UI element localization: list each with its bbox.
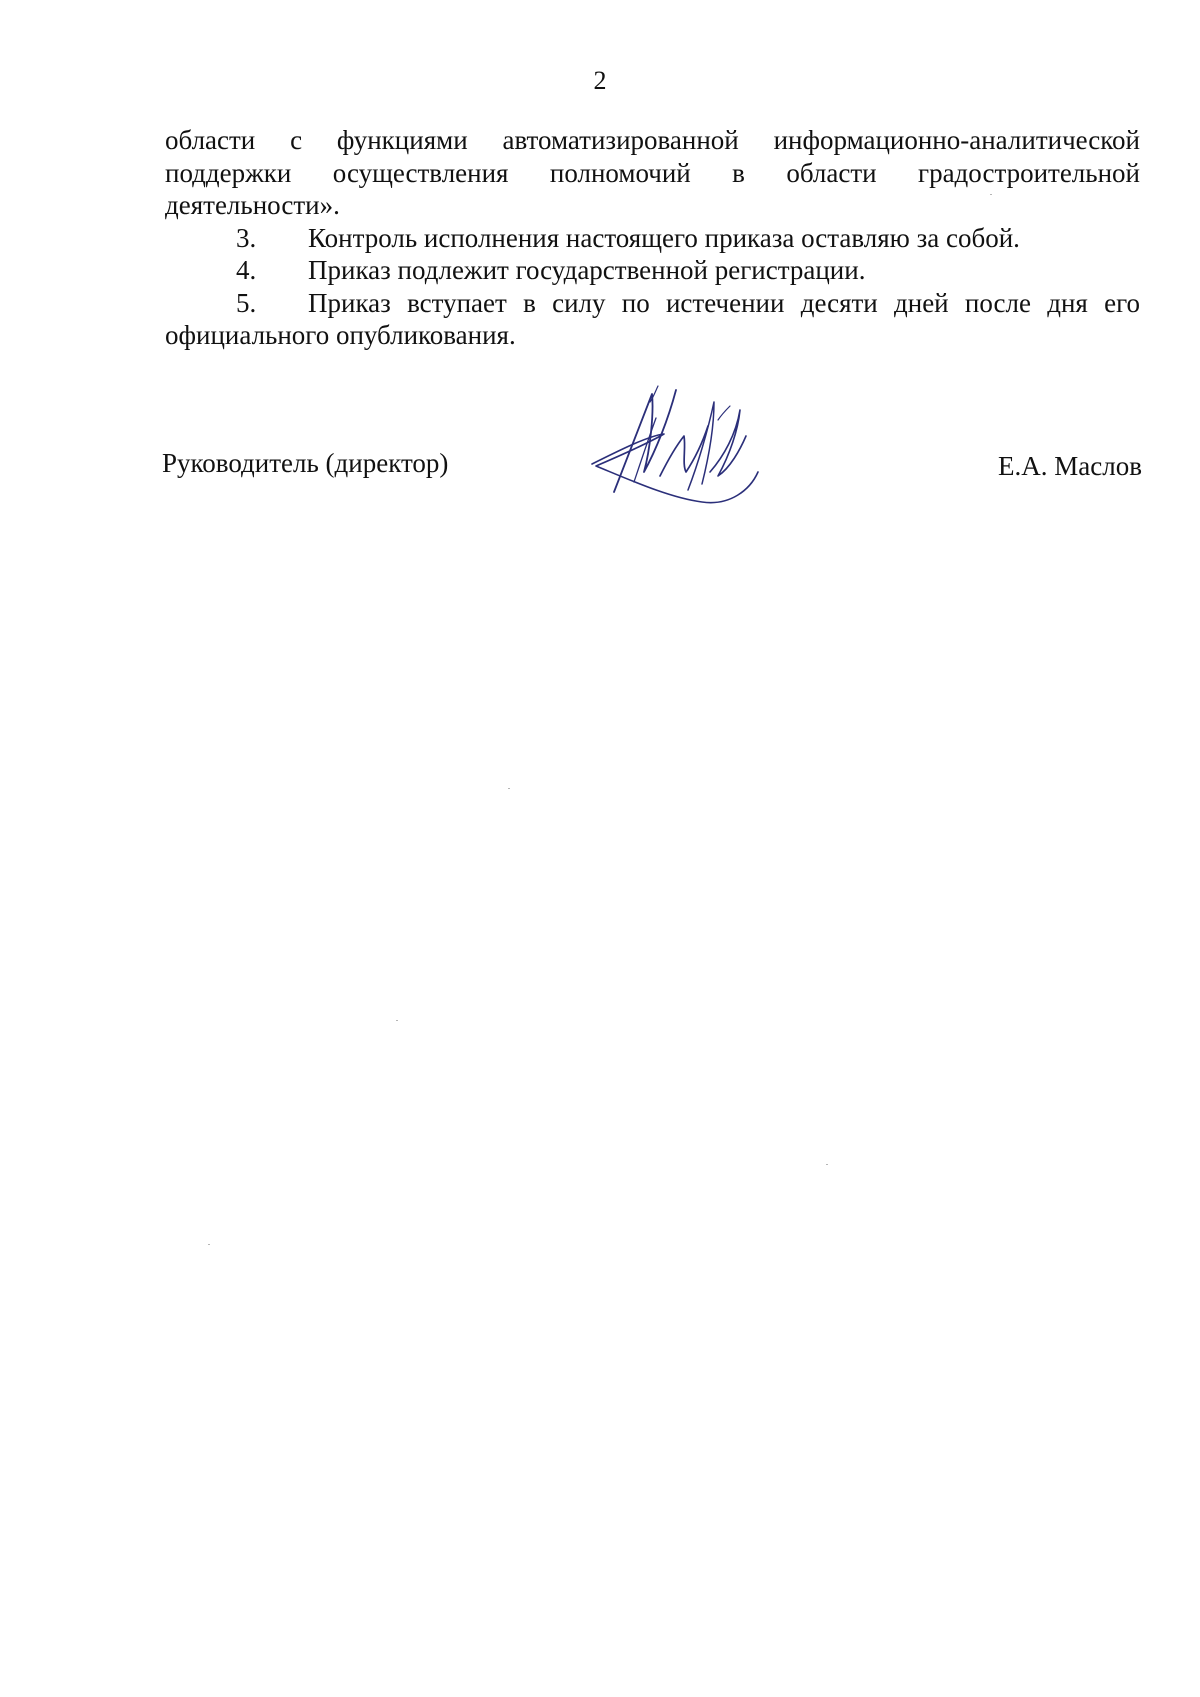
page-number: 2: [593, 66, 607, 95]
list-item-text: Контроль исполнения настоящего приказа оставляю за собой.: [308, 222, 1020, 253]
signature-strokes: [592, 386, 758, 503]
list-item: [165, 254, 1140, 287]
scan-speck: [826, 1164, 828, 1165]
handwritten-signature: [590, 380, 780, 515]
list-item-number: 3.: [236, 222, 257, 253]
scan-speck: [508, 788, 510, 789]
list-item-text: Приказ подлежит государственной регистрации.: [308, 255, 866, 285]
scan-speck: [396, 1020, 398, 1021]
list-item: [165, 287, 1140, 352]
list-item: [165, 222, 1140, 255]
scan-speck: [208, 1244, 210, 1245]
paragraph-continuation: области с функциями автоматизированной информационно-аналитической поддержки осуществления полномочий в области градостроительной деятельности».: [165, 125, 1140, 220]
document-body: [165, 124, 1140, 352]
signatory-name: Е.А. Маслов: [998, 451, 1142, 481]
list-item-number: 5.: [236, 287, 257, 318]
signatory-position: Руководитель (директор): [162, 448, 449, 478]
list-item-number: 4.: [236, 255, 257, 285]
list-item-text: Приказ вступает в силу по истечении десяти дней после дня его официального опубликования.: [165, 287, 1140, 350]
scan-speck: [990, 194, 992, 195]
